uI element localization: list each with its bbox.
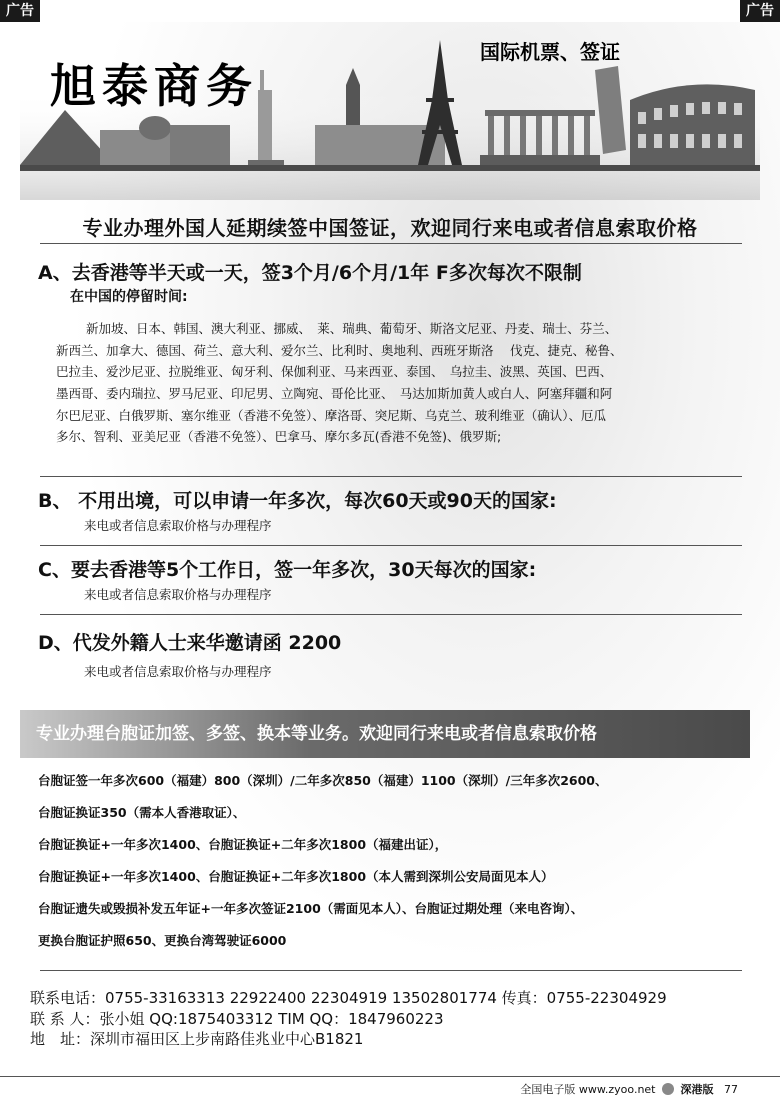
footer-zone: 深港版 [680,1083,714,1096]
country-list [56,318,746,448]
country-line: 多尔、智利、亚美尼亚（香港不免签）、巴拿马、摩尔多瓦(香港不免签)、俄罗斯; [56,429,502,445]
page-number: 77 [724,1083,738,1096]
price-line: 台胞证换证+一年多次1400、台胞证换证+二年多次1800（福建出证）， [38,837,448,852]
price-line: 台胞证遗失或毁损补发五年证+一年多次签证2100（需面见本人）、台胞证过期处理（来电咨询）、 [38,901,584,916]
publisher-logo-icon [662,1083,674,1095]
ad-tag-left: 广告 [0,0,40,22]
price-line: 更换台胞证护照650、更换台湾驾驶证6000 [38,933,287,948]
contact-block [30,988,667,1050]
divider [40,614,742,615]
section-b-title: B、 不用出境，可以申请一年多次，每次60天或90天的国家: [38,490,557,512]
taiwan-service-band: 专业办理台胞证加签、多签、换本等业务。欢迎同行来电或者信息索取价格 [20,710,750,758]
taiwan-price-list [38,770,748,962]
contact-phone: 联系电话：0755-33163313 22922400 22304919 13502801774 传真：0755-22304929 [30,989,667,1007]
footer-divider [0,1076,780,1077]
country-line: 新西兰、加拿大、德国、荷兰、意大利、爱尔兰、比利时、奥地利、西班牙斯洛 伐克、捷克、秘鲁、 [56,342,623,358]
country-line: 墨西哥、委内瑞拉、罗马尼亚、印尼男、立陶宛、哥伦比亚、 马达加斯加黄人或白人、阿塞拜疆和阿 [56,386,613,402]
section-a-title: A、去香港等半天或一天，签3个月/6个月/1年 F多次每次不限制 [38,262,582,284]
section-b-subtitle: 来电或者信息索取价格与办理程序 [84,518,272,533]
divider [40,243,742,244]
contact-person: 联 系 人：张小姐 QQ:1875403312 TIM QQ：1847960223 [30,1009,444,1028]
ad-tag-right: 广告 [740,0,780,22]
section-a-subtitle: 在中国的停留时间: [70,289,188,305]
section-d-title: D、代发外籍人士来华邀请函 2200 [38,632,342,654]
divider [40,476,742,477]
price-line: 台胞证签一年多次600（福建）800（深圳）/二年多次850（福建）1100（深圳）/三年多次2600、 [38,773,608,788]
country-line: 巴拉圭、爱沙尼亚、拉脱维亚、匈牙利、保伽利亚、马来西亚、泰国、 乌拉圭、波黑、英国、巴西、 [56,364,613,380]
section-d-subtitle: 来电或者信息索取价格与办理程序 [84,664,272,679]
contact-address: 地 址：深圳市福田区上步南路佳兆业中心B1821 [30,1030,364,1048]
country-line: 尔巴尼亚、白俄罗斯、塞尔维亚（香港不免签）、摩洛哥、突尼斯、乌克兰、玻利维亚（确认）、厄瓜 [56,407,607,423]
price-line: 台胞证换证+一年多次1400、台胞证换证+二年多次1800（本人需到深圳公安局面见本人） [38,869,554,884]
section-c-title: C、要去香港等5个工作日，签一年多次，30天每次的国家: [38,559,537,581]
price-line: 台胞证换证350（需本人香港取证）、 [38,805,246,820]
page-footer [520,1081,738,1097]
banner-subtitle: 国际机票、签证 [480,40,620,64]
divider [40,545,742,546]
headline: 专业办理外国人延期续签中国签证，欢迎同行来电或者信息索取价格 [82,216,698,240]
country-line: 新加坡、日本、韩国、澳大利亚、挪威、 莱、瑞典、葡萄牙、斯洛文尼亚、丹麦、瑞士、芬兰、 [86,321,618,336]
section-c-subtitle: 来电或者信息索取价格与办理程序 [84,587,272,602]
brand-logo-text: 旭泰商务 [50,59,258,113]
footer-site: 全国电子版 www.zyoo.net [520,1083,656,1096]
divider [40,970,742,971]
